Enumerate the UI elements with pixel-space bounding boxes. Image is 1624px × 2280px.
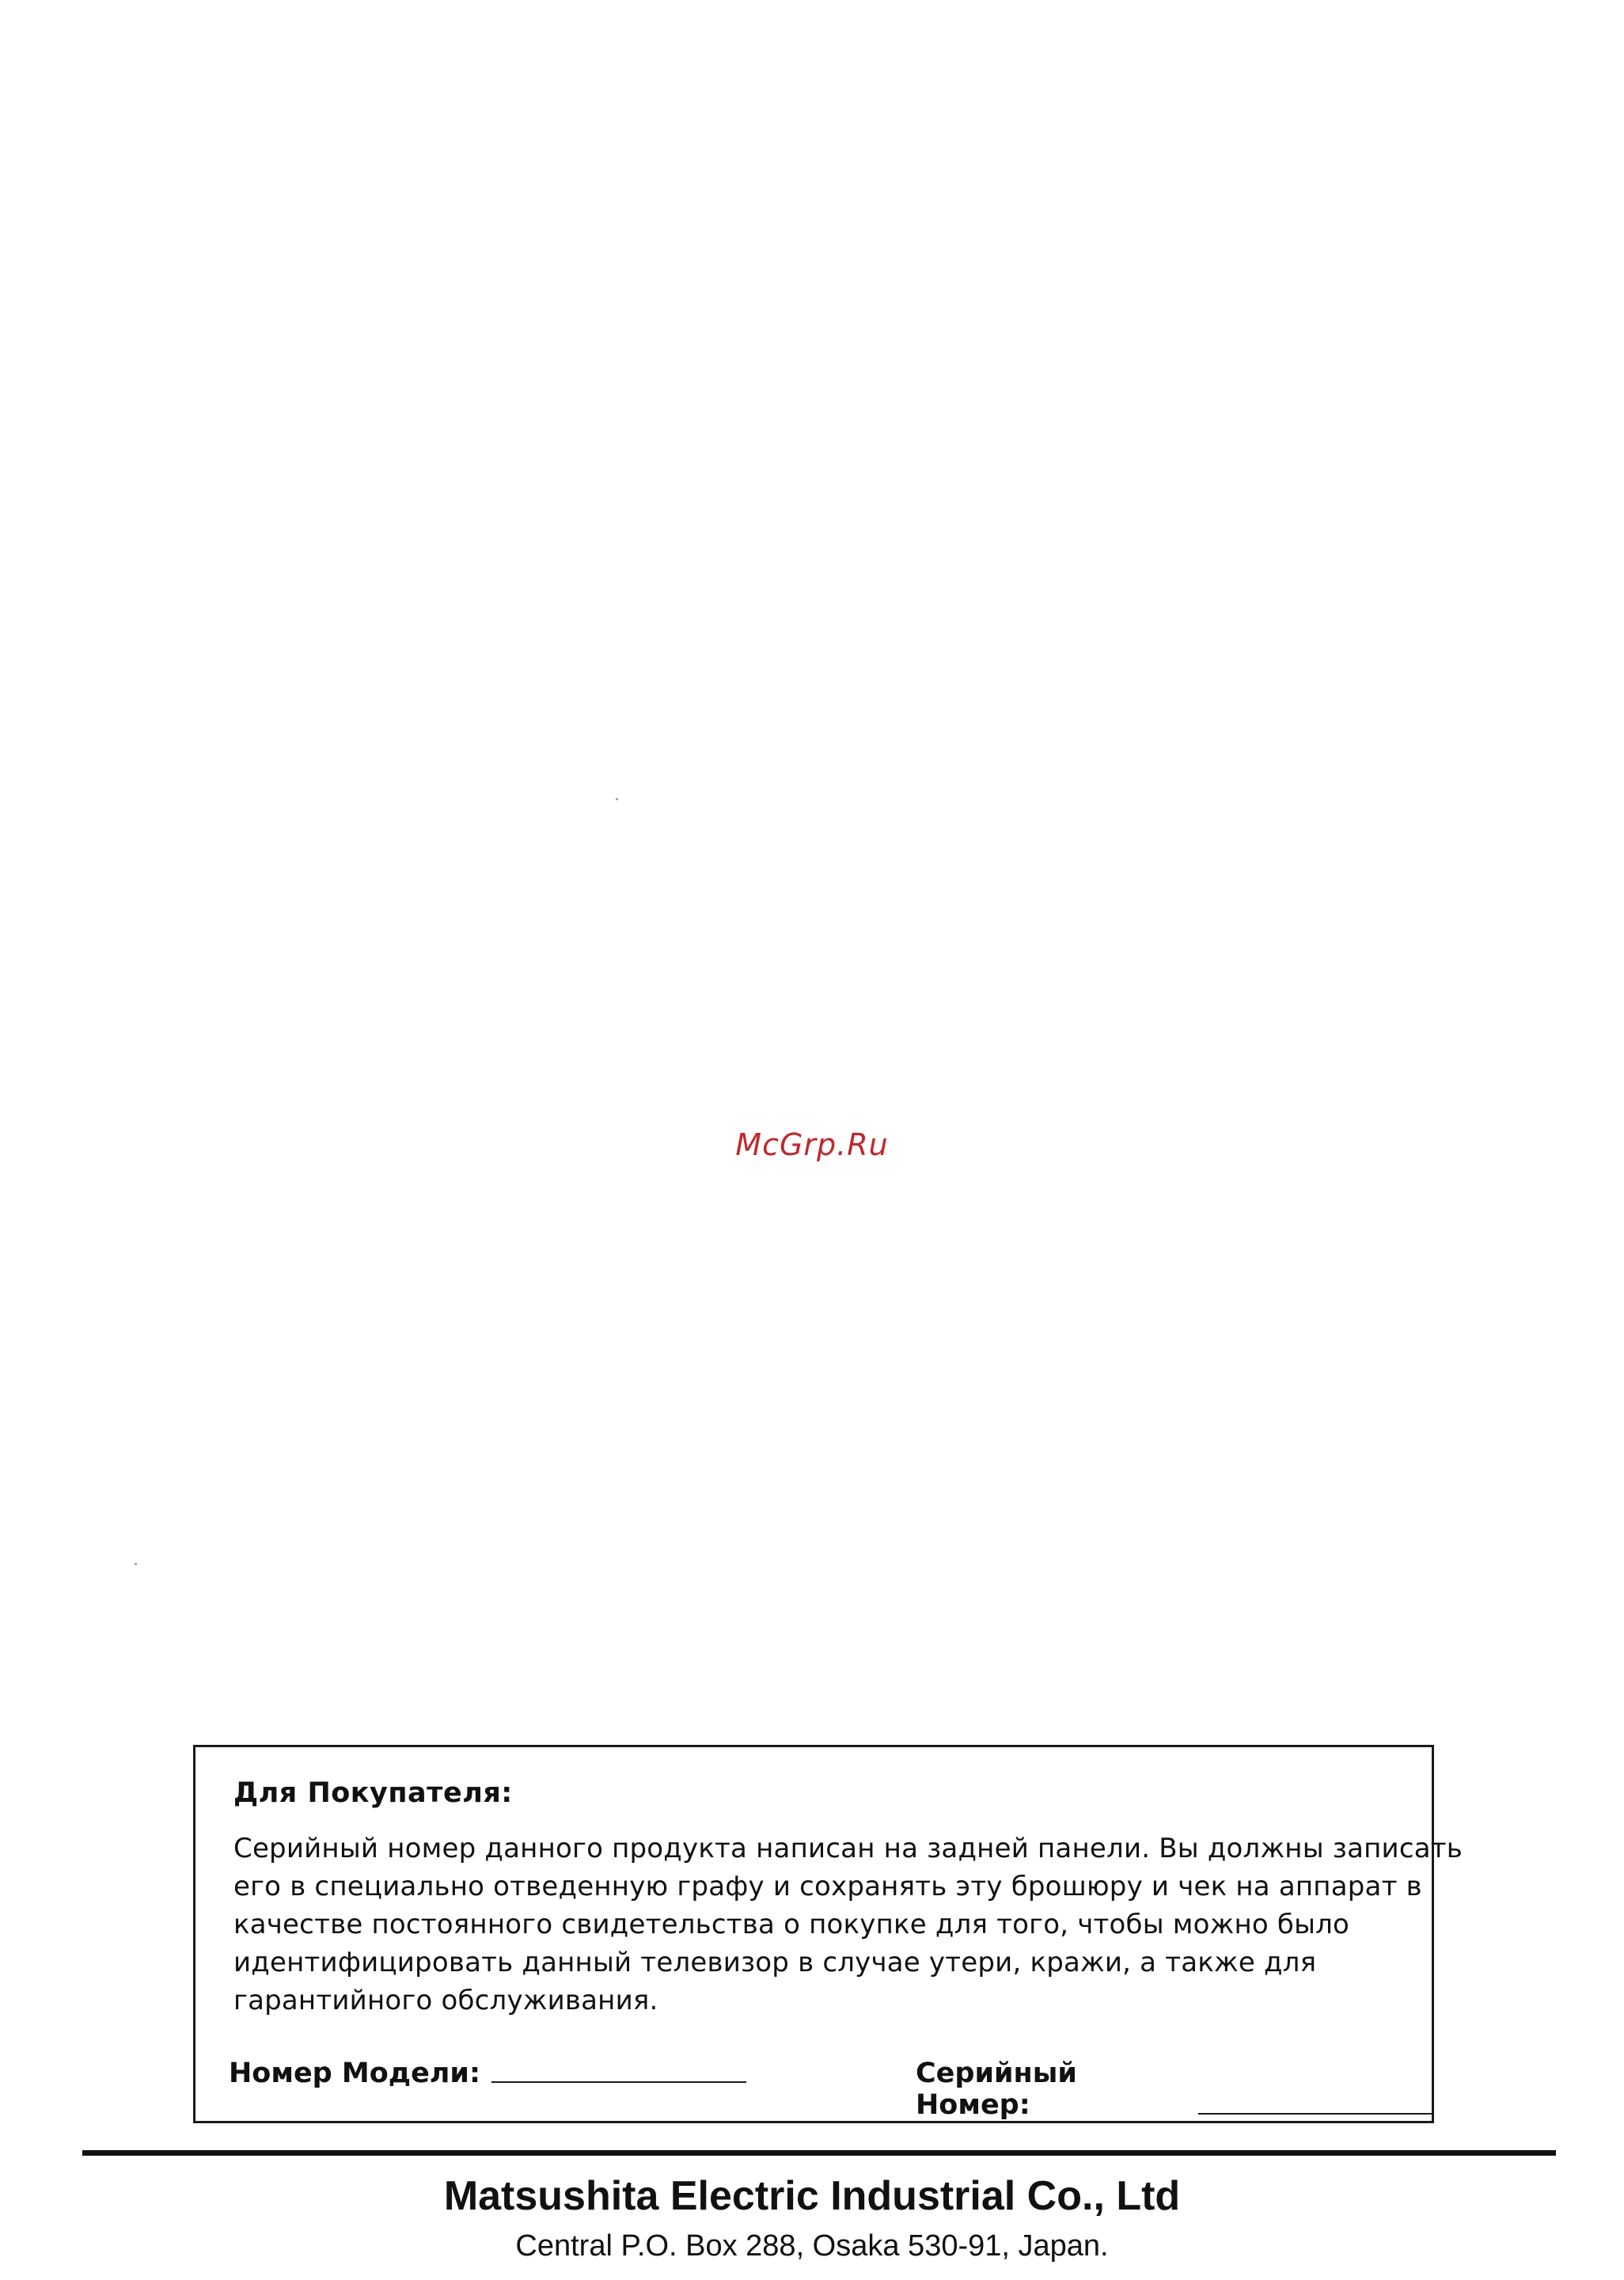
box-paragraph [233,1830,1463,2020]
company-address: Central P.O. Box 288, Osaka 530-91, Japan. [515,2229,1109,2263]
scan-speck [135,1563,137,1565]
buyer-info-box [193,1745,1463,2123]
footer-divider [82,2150,1556,2156]
paragraph-line: гарантийного обслуживания. [233,1985,658,2016]
scan-speck [616,798,618,800]
model-number-blank-line [491,2081,746,2083]
paragraph-line: его в специально отведенную графу и сохранять эту брошюру и чек на аппарат в [233,1871,1422,1902]
serial-number-label: Серийный Номер: [916,2058,1077,2121]
model-number-field [229,2058,746,2089]
model-number-label: Номер Модели: [229,2058,480,2089]
paragraph-line: идентифицировать данный телевизор в случае утери, кражи, а также для [233,1947,1317,1978]
serial-number-blank-line [1198,2113,1432,2115]
paragraph-line: качестве постоянного свидетельства о покупке для того, чтобы можно было [233,1909,1350,1940]
watermark-logo: McGrp.Ru [735,1127,889,1162]
paragraph-line: Серийный номер данного продукта написан на задней панели. Вы должны записать [233,1833,1463,1864]
company-name: Matsushita Electric Industrial Co., Ltd [443,2173,1181,2219]
box-heading: Для Покупателя: [233,1777,513,1809]
serial-number-field [916,2058,1432,2121]
